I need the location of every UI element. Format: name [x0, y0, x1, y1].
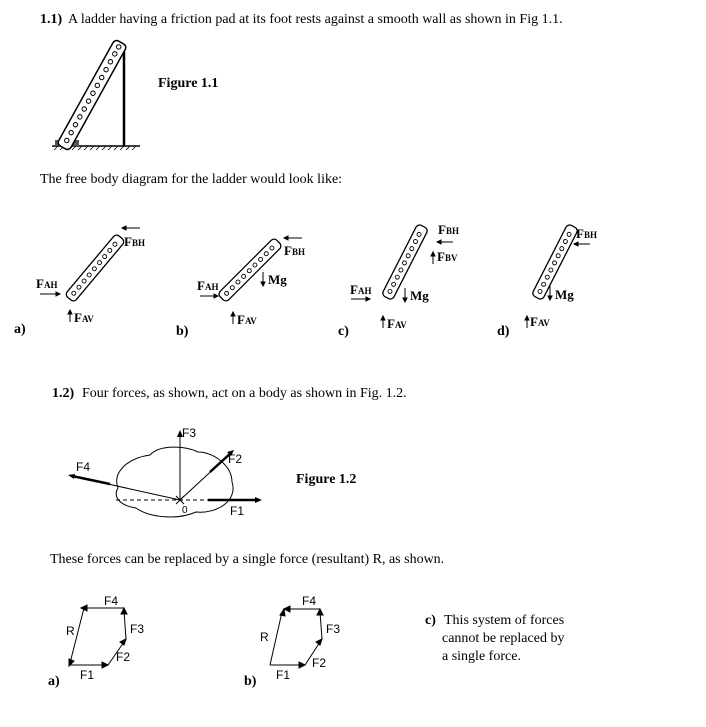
label-fbh-b: FBH	[284, 243, 305, 258]
label-f2: F2	[228, 452, 243, 466]
option-c-letter: c)	[338, 324, 349, 339]
label-fav-a: FAV	[74, 310, 94, 325]
label-origin: 0	[182, 505, 188, 516]
option-d-letter: d)	[497, 324, 510, 339]
option-c2-line-3: a single force.	[442, 649, 521, 664]
label-f4: F4	[76, 460, 91, 474]
figure-1-2-caption: Figure 1.2	[296, 472, 357, 487]
poly-a-f2: F2	[116, 650, 131, 664]
option-c2-line-1: This system of forces	[444, 613, 565, 628]
label-f3: F3	[182, 426, 197, 440]
poly-b-r: R	[260, 630, 269, 644]
poly-option-b-letter: b)	[244, 674, 257, 689]
poly-option-a-letter: a)	[48, 674, 60, 689]
poly-a-f3: F3	[130, 622, 145, 636]
q2-text: Four forces, as shown, act on a body as shown in Fig. 1.2.	[82, 386, 407, 401]
label-fav-b: FAV	[237, 312, 257, 327]
poly-b-f4: F4	[302, 594, 317, 608]
label-f1: F1	[230, 504, 245, 518]
label-fav-c: FAV	[387, 316, 407, 331]
option-c2-letter: c)	[425, 613, 436, 628]
replace-text: These forces can be replaced by a single force (resultant) R, as shown.	[50, 552, 445, 567]
label-fah-c: FAH	[350, 282, 372, 297]
option-a-letter: a)	[14, 322, 26, 337]
label-mg-b: Mg	[268, 272, 287, 287]
label-mg-c: Mg	[410, 288, 429, 303]
figure-1-1-caption: Figure 1.1	[158, 76, 219, 91]
poly-a-f4: F4	[104, 594, 119, 608]
option-b-letter: b)	[176, 324, 189, 339]
q2-number: 1.2)	[52, 386, 75, 401]
label-fav-d: FAV	[530, 314, 550, 329]
poly-b-f2: F2	[312, 656, 327, 670]
q1-text: A ladder having a friction pad at its foot rests against a smooth wall as shown in Fig 1.1.	[68, 12, 563, 27]
q1-number: 1.1)	[40, 12, 63, 27]
label-fbv-c: FBV	[437, 249, 458, 264]
label-fbh-d: FBH	[576, 226, 597, 241]
label-fah-a: FAH	[36, 276, 58, 291]
poly-b-f1: F1	[276, 668, 291, 682]
poly-b-f3: F3	[326, 622, 341, 636]
poly-a-r: R	[66, 624, 75, 638]
label-fah-b: FAH	[197, 278, 219, 293]
option-c2-line-2: cannot be replaced by	[442, 631, 565, 646]
poly-a-f1: F1	[80, 668, 95, 682]
fbd-intro-text: The free body diagram for the ladder would look like:	[40, 172, 343, 187]
label-fbh-a: FBH	[124, 234, 145, 249]
label-mg-d: Mg	[555, 287, 574, 302]
label-fbh-c: FBH	[438, 222, 459, 237]
